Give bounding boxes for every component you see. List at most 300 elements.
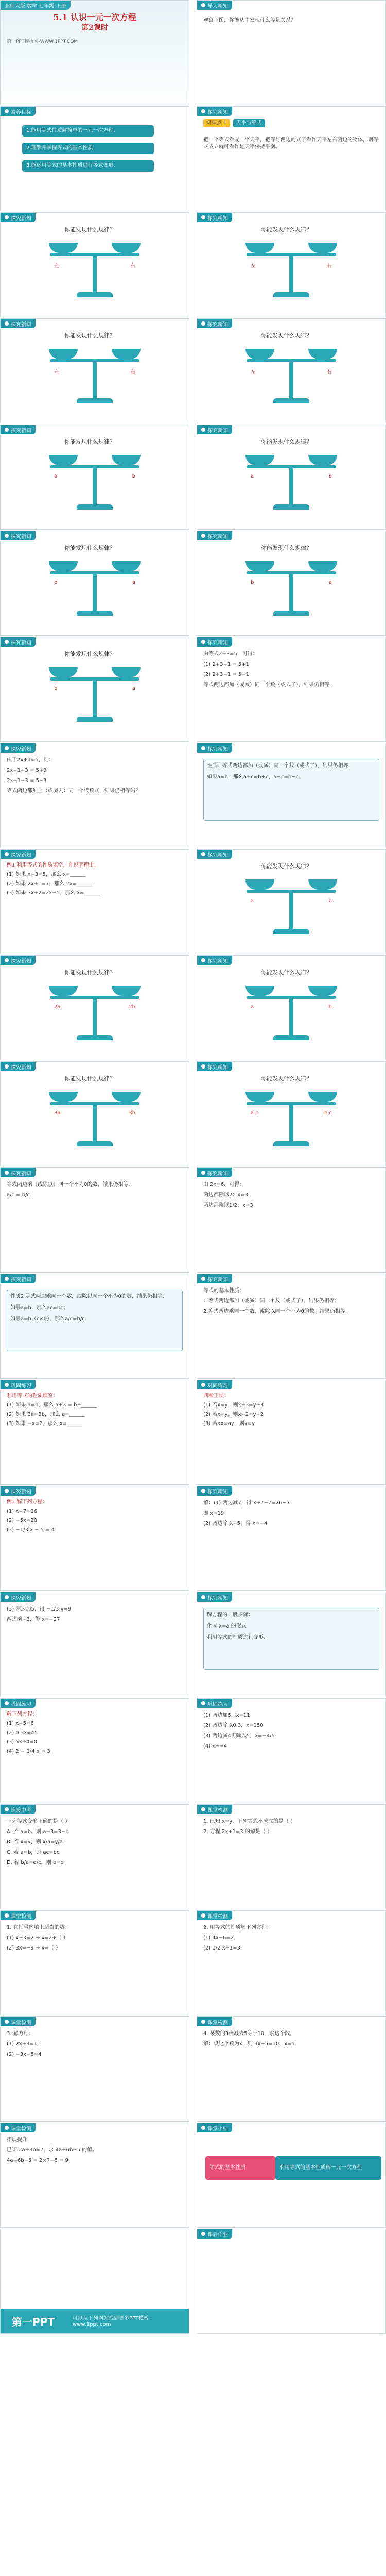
slide-text: 把一个等式看成一个天平，把等号两边的式子看作天平左右两边的物体，则等式成立就可看作是天平保持平衡。 — [203, 137, 378, 150]
slide-content — [203, 1605, 379, 1692]
slide-text: 观察下图，你能从中发现什么等量关系？ — [203, 18, 296, 23]
balance-scale — [46, 238, 144, 299]
question-text: 你能发现什么规律？ — [64, 545, 115, 551]
slide-header — [197, 107, 232, 116]
cover-meta: 第一PPT模板网-WWW.1PPT.COM — [7, 39, 78, 44]
slide-content — [203, 756, 379, 843]
slide-42 — [197, 2123, 386, 2228]
slide-header-title: 探究新知 — [207, 321, 228, 328]
slide-40 — [197, 2016, 386, 2122]
balance-base — [77, 717, 113, 722]
question-text: 你能发现什么规律？ — [261, 863, 312, 870]
text-line: 即 x=19 — [203, 1511, 224, 1516]
slide-header-title: 课堂检测 — [11, 1913, 31, 1920]
slide-header-title: 巩固练习 — [207, 1383, 228, 1389]
list-item: (2) −5x=20 — [7, 1518, 38, 1523]
question-text: 你能发现什么规律？ — [261, 1075, 312, 1082]
right-label: a — [328, 580, 332, 585]
right-pan — [308, 349, 337, 359]
slide-header — [1, 1062, 36, 1071]
header-dot-icon — [201, 3, 205, 7]
slide-12 — [197, 531, 386, 636]
question-text: 你能发现什么规律？ — [261, 969, 312, 976]
text-line: (1) x−3=2 → x=2+（ ） — [7, 1935, 68, 1941]
slide-content — [203, 2136, 379, 2223]
footer-link-text: 可以从下列网站找到更多PPT模板：www.1ppt.com — [73, 2316, 154, 2327]
left-label: a — [251, 473, 254, 479]
text-line: (1) 2+3+1 = 5+1 — [203, 662, 250, 667]
balance-base — [273, 1035, 309, 1040]
slide-header — [1, 213, 36, 222]
slide-header — [197, 1168, 232, 1177]
left-pan — [245, 986, 274, 996]
slide-39 — [0, 2016, 189, 2122]
objective-item: 2.理解并掌握等式的基本性质. — [22, 143, 154, 154]
header-dot-icon — [5, 640, 9, 644]
left-label: 左 — [54, 263, 59, 269]
slide-header — [1, 1274, 36, 1283]
balance-pillar — [93, 254, 97, 292]
slide-header — [197, 213, 232, 222]
text-line: 等式两边乘（或除以）同一个不为0的数，结果仍相等. — [7, 1182, 130, 1188]
text-line: 两边都乘以1/2：x=3 — [203, 1202, 253, 1208]
summary-right: 利用等式的基本性质解一元一次方程 — [275, 2156, 381, 2180]
slide-36 — [197, 1804, 386, 1909]
slide-header — [1, 1911, 36, 1920]
header-dot-icon — [201, 1064, 205, 1069]
text-line: 4a+6b−5 = 2×7−5 = 9 — [7, 2158, 68, 2163]
slide-4 — [197, 106, 386, 211]
slide-header-title: 课堂检测 — [11, 2126, 31, 2132]
slide-content — [203, 1180, 379, 1268]
question-text: 你能发现什么规律？ — [64, 438, 115, 445]
list-item: (1) 如果 a=b，那么 a+3 = b+______ — [7, 1402, 97, 1408]
text-line: 解：(1) 两边减7，得 x+7−7=26−7 — [203, 1500, 290, 1506]
text-line: A. 若 a=b，则 a−3=3−b — [7, 1829, 69, 1835]
slide-header-title: 探究新知 — [207, 746, 228, 752]
question-text: 你能发现什么规律？ — [261, 332, 312, 339]
balance-pillar — [289, 466, 293, 504]
definition-line: 如果a=b，那么ac=bc； — [10, 1305, 68, 1311]
slide-header — [197, 2017, 232, 2026]
right-label: a — [132, 686, 135, 691]
left-pan — [49, 455, 78, 465]
balance-scale — [242, 238, 340, 299]
left-pan — [245, 349, 274, 359]
slide-header-title: 探究新知 — [11, 852, 31, 858]
right-label: b — [132, 473, 135, 479]
definition-box — [203, 1608, 379, 1670]
list-item: (3) 如果 3x+2=2x−5，那么 x=______ — [7, 890, 100, 896]
header-dot-icon — [201, 852, 205, 856]
header-dot-icon — [5, 1913, 9, 1918]
slide-header — [1, 107, 36, 116]
slide-header — [1, 743, 36, 753]
balance-base — [273, 504, 309, 510]
header-dot-icon — [5, 428, 9, 432]
slide-25 — [0, 1274, 189, 1379]
balance-base — [77, 292, 113, 297]
slide-21 — [0, 1061, 189, 1166]
balance-scale — [46, 556, 144, 618]
question-text: 你能发现什么规律？ — [261, 545, 312, 551]
list-title: 解下列方程： — [7, 1711, 38, 1717]
header-dot-icon — [201, 1489, 205, 1493]
question-text: 你能发现什么规律？ — [64, 969, 115, 976]
right-label: 3b — [129, 1110, 135, 1116]
left-label: 左 — [251, 263, 256, 269]
balance-base — [77, 1035, 113, 1040]
slide-header-title: 探究新知 — [11, 1489, 31, 1495]
definition-line: 化成 x=a 的形式 — [207, 1623, 247, 1629]
slide-header-title: 探究新知 — [11, 215, 31, 222]
slide-35 — [0, 1804, 189, 1909]
slide-18 — [197, 849, 386, 954]
slide-header — [197, 1592, 232, 1602]
left-label: b — [54, 580, 58, 585]
slide-header — [1, 531, 36, 540]
text-line: 等式两边都加（或减）同一个数（或式子），结果仍相等. — [203, 682, 331, 688]
right-label: 右 — [130, 369, 135, 375]
balance-pillar — [289, 254, 293, 292]
slide-content — [203, 1499, 379, 1586]
slide-content — [7, 1605, 183, 1692]
balance-pillar — [93, 466, 97, 504]
slide-header-title: 课堂检测 — [207, 1807, 228, 1814]
slide-header-title: 探究新知 — [207, 852, 228, 858]
slide-header — [197, 850, 232, 859]
slide-header-title: 探究新知 — [207, 958, 228, 964]
slide-content — [7, 862, 183, 950]
slide-1 — [0, 0, 189, 105]
slide-41 — [0, 2123, 189, 2228]
left-pan — [49, 1092, 78, 1102]
text-line: (2) 3x=−9 → x=（ ） — [7, 1945, 61, 1951]
list-item: (3) 若ax=ay，则x=y — [203, 1421, 255, 1427]
slide-header — [1, 637, 36, 647]
left-label: b — [251, 580, 254, 585]
objective-item: 1.能用等式性质解简单的一元一次方程. — [22, 125, 154, 137]
list-item: (3) −1/3 x − 5 = 4 — [7, 1527, 55, 1533]
header-dot-icon — [5, 2126, 9, 2130]
slide-header — [197, 2123, 232, 2132]
slide-17 — [0, 849, 189, 954]
header-dot-icon — [5, 958, 9, 962]
header-dot-icon — [5, 1595, 9, 1599]
slide-header — [1, 1486, 36, 1496]
balance-base — [273, 292, 309, 297]
header-dot-icon — [5, 1383, 9, 1387]
slide-content — [203, 1817, 379, 1905]
slide-header — [197, 1486, 232, 1496]
slide-29 — [0, 1486, 189, 1591]
slide-content — [203, 1711, 379, 1799]
text-line: C. 若 a=b，则 ac=bc — [7, 1850, 60, 1855]
slide-header-title: 连接中考 — [11, 1807, 31, 1814]
text-line: 2x+1+3 = 5+3 — [7, 768, 47, 773]
left-pan — [49, 986, 78, 996]
text-line: 下列等式变形正确的是（ ） — [7, 1819, 71, 1824]
header-dot-icon — [201, 215, 205, 219]
cover-title: 5.1 认识一元一次方程 — [53, 12, 136, 22]
slide-header — [1, 2123, 36, 2132]
slide-content — [203, 2242, 379, 2329]
slide-header — [1, 1168, 36, 1177]
list-title: 例1 利用等式的性质填空，并说明理由。 — [7, 862, 99, 868]
slide-header-title: 探究新知 — [11, 428, 31, 434]
slide-content — [7, 1499, 183, 1586]
text-line: 2.等式两边乘同一个数，或除以同一个不为0的数，结果仍相等. — [203, 1309, 347, 1314]
header-dot-icon — [5, 1064, 9, 1069]
header-dot-icon — [201, 640, 205, 644]
list-item: (1) 若x=y，则x+3=y+3 — [203, 1402, 264, 1408]
slide-30 — [197, 1486, 386, 1591]
objective-item: 3.能运用等式的基本性质进行等式变形. — [22, 160, 154, 172]
cover-subtitle: 第2课时 — [81, 24, 108, 32]
list-item: (1) x−5=6 — [7, 1721, 34, 1726]
list-title: 例2 解下列方程： — [7, 1499, 48, 1505]
slide-26 — [197, 1274, 386, 1379]
balance-scale — [242, 874, 340, 936]
header-dot-icon — [5, 1807, 9, 1811]
balance-scale — [46, 1087, 144, 1148]
question-text: 你能发现什么规律？ — [64, 651, 115, 657]
text-line: 2x+1−3 = 5−3 — [7, 778, 47, 784]
slide-header-title: 探究新知 — [207, 1489, 228, 1495]
slide-header — [1, 956, 36, 965]
right-pan — [112, 1092, 141, 1102]
text-line: (2) 1/2 x+1=3 — [203, 1945, 241, 1951]
slide-content — [7, 119, 183, 207]
header-dot-icon — [5, 1489, 9, 1493]
slide-content — [203, 1923, 379, 2011]
slide-28 — [197, 1380, 386, 1485]
slide-22 — [197, 1061, 386, 1166]
right-label: a — [132, 580, 135, 585]
slide-content — [7, 1817, 183, 1905]
list-item: (4) 2 − 1/4 x = 3 — [7, 1749, 50, 1754]
slide-10 — [197, 425, 386, 530]
header-dot-icon — [5, 746, 9, 750]
header-dot-icon — [5, 1701, 9, 1705]
right-label: 2b — [129, 1004, 135, 1010]
balance-base — [273, 1141, 309, 1146]
right-pan — [308, 455, 337, 465]
slide-header-title: 探究新知 — [11, 958, 31, 964]
slide-content — [7, 1711, 183, 1799]
slide-header-title: 探究新知 — [11, 1277, 31, 1283]
left-label: b — [54, 686, 58, 691]
left-label: a — [251, 898, 254, 904]
slide-37 — [0, 1910, 189, 2015]
slide-header — [1, 2017, 36, 2026]
slide-header — [197, 1805, 232, 1814]
slide-header — [1, 850, 36, 859]
header-dot-icon — [201, 109, 205, 113]
slide-19 — [0, 955, 189, 1060]
balance-pillar — [289, 997, 293, 1035]
list-item: (2) 如果 3a=3b，那么 a=______ — [7, 1412, 85, 1417]
slide-content — [203, 1393, 379, 1480]
knowledge-title: 天平与等式 — [233, 119, 265, 127]
slide-header — [197, 531, 232, 540]
right-label: b c — [324, 1110, 332, 1116]
slide-header — [197, 1380, 232, 1389]
header-dot-icon — [5, 2020, 9, 2024]
right-pan — [308, 561, 337, 571]
question-text: 你能发现什么规律？ — [261, 438, 312, 445]
slide-content — [7, 1180, 183, 1268]
slide-content — [7, 2136, 183, 2223]
slide-13 — [0, 637, 189, 742]
left-label: 左 — [54, 369, 59, 375]
slide-header — [197, 637, 232, 647]
header-dot-icon — [201, 534, 205, 538]
top-tag: 北师大版·数学·七年级·上册 — [1, 1, 71, 10]
text-line: 两边都除以2：x=3 — [203, 1192, 249, 1198]
text-line: (2) −3x−5=4 — [7, 2052, 42, 2057]
definition-line: 解方程的一般步骤： — [207, 1612, 253, 1618]
slide-header-title: 探究新知 — [207, 215, 228, 222]
slide-header — [1, 1805, 36, 1814]
right-pan — [112, 561, 141, 571]
slide-header-title: 探究新知 — [207, 1064, 228, 1071]
slide-header-title: 素养目标 — [11, 109, 31, 115]
text-line: (1) 2x+3=11 — [7, 2041, 41, 2047]
text-line: 4. 某数的3倍减去5等于10，求这个数。 — [203, 2031, 295, 2037]
header-dot-icon — [5, 852, 9, 856]
text-line: 2. 方程 2x+1=3 的解是（ ） — [203, 1829, 273, 1835]
header-dot-icon — [5, 109, 9, 113]
slide-content — [203, 1286, 379, 1374]
list-item: (2) 如果 2x+1=7，那么 2x=______ — [7, 881, 93, 887]
slide-header-title: 探究新知 — [11, 746, 31, 752]
header-dot-icon — [201, 1807, 205, 1811]
header-dot-icon — [5, 321, 9, 326]
slide-header-title: 探究新知 — [207, 1595, 228, 1601]
text-line: (1) 两边加5，x=11 — [203, 1713, 250, 1718]
text-line: 1. 已知 x=y，下列等式不成立的是（ ） — [203, 1819, 296, 1824]
slide-content — [7, 1393, 183, 1480]
slide-9 — [0, 425, 189, 530]
text-line: (4) x=−4 — [203, 1743, 227, 1749]
slide-header-title: 探究新知 — [11, 1595, 31, 1601]
slide-content — [203, 2029, 379, 2117]
slide-header — [197, 1062, 232, 1071]
right-label: 右 — [327, 263, 332, 269]
balance-scale — [46, 450, 144, 512]
slide-content — [7, 2029, 183, 2117]
text-line: 2. 用等式的性质解下列方程： — [203, 1925, 272, 1930]
header-dot-icon — [201, 428, 205, 432]
right-label: 右 — [130, 263, 135, 269]
slide-content — [7, 756, 183, 843]
slide-header-title: 探究新知 — [11, 534, 31, 540]
definition-box — [7, 1290, 183, 1351]
knowledge-tag: 知识点 1 — [203, 119, 230, 127]
slide-16 — [197, 743, 386, 848]
definition-line: 性质1 等式两边都加（或减）同一个数（或式子），结果仍相等. — [207, 763, 350, 769]
slide-33 — [0, 1698, 189, 1803]
balance-base — [273, 611, 309, 616]
balance-scale — [46, 344, 144, 405]
balance-base — [77, 611, 113, 616]
text-line: 1. 在括号内填上适当的数： — [7, 1925, 70, 1930]
slide-header-title: 探究新知 — [11, 640, 31, 646]
slide-content — [7, 1923, 183, 2011]
balance-base — [77, 504, 113, 510]
summary-left: 等式的基本性质 — [205, 2156, 275, 2180]
slide-8 — [197, 318, 386, 423]
right-label: b — [328, 898, 332, 904]
slide-38 — [197, 1910, 386, 2015]
balance-pillar — [93, 360, 97, 398]
right-pan — [308, 986, 337, 996]
text-line: (3) 两边加5，得 −1/3 x=9 — [7, 1606, 72, 1612]
left-pan — [245, 879, 274, 890]
header-dot-icon — [5, 534, 9, 538]
slide-content — [7, 1286, 183, 1374]
slide-header-title: 探究新知 — [207, 428, 228, 434]
slide-header — [197, 319, 232, 328]
left-pan — [49, 243, 78, 253]
right-label: b — [328, 1004, 332, 1010]
balance-pillar — [289, 572, 293, 611]
balance-scale — [46, 662, 144, 724]
balance-base — [273, 398, 309, 403]
text-line: 解：设这个数为x，则 3x−5=10，x=5 — [203, 2041, 295, 2047]
slide-34 — [197, 1698, 386, 1803]
text-line: (2) 两边除以−5，得 x=−4 — [203, 1521, 268, 1527]
left-pan — [49, 667, 78, 677]
slide-header — [1, 425, 36, 434]
definition-box — [203, 759, 379, 821]
list-title: 判断正误： — [203, 1393, 229, 1399]
slide-header — [197, 1911, 232, 1920]
slide-header-title: 巩固练习 — [11, 1383, 31, 1389]
slide-24 — [197, 1167, 386, 1273]
slide-header-title: 探究新知 — [11, 1064, 31, 1071]
slide-14 — [197, 637, 386, 742]
slide-32 — [197, 1592, 386, 1697]
text-line: 由等式2+3=5，可得： — [203, 651, 258, 657]
text-line: (2) 2+3−1 = 5−1 — [203, 672, 250, 677]
definition-line: 利用等式的性质进行变形. — [207, 1635, 266, 1640]
list-item: (3) 5x+4=0 — [7, 1739, 38, 1745]
header-dot-icon — [201, 746, 205, 750]
slide-header-title: 课堂检测 — [11, 2020, 31, 2026]
header-dot-icon — [201, 958, 205, 962]
list-item: (2) 若x=y，则x−2=y−2 — [203, 1412, 264, 1417]
slide-header — [1, 1699, 36, 1708]
list-item: (2) 0.3x=45 — [7, 1730, 38, 1736]
left-pan — [49, 561, 78, 571]
balance-pillar — [93, 1103, 97, 1141]
balance-pillar — [289, 891, 293, 929]
left-label: a — [251, 1004, 254, 1010]
text-line: (2) 两边除以0.3，x=150 — [203, 1723, 264, 1728]
left-pan — [245, 243, 274, 253]
definition-line: 如果a=b（c≠0），那么a/c=b/c. — [10, 1316, 86, 1322]
definition-line: 性质2 等式两边乘同一个数，或除以同一个不为0的数，结果仍相等. — [10, 1294, 165, 1299]
balance-scale — [242, 980, 340, 1042]
slide-content — [203, 119, 379, 207]
list-item: (1) x+7=26 — [7, 1509, 38, 1514]
slide-header-title: 巩固练习 — [11, 1701, 31, 1707]
text-line: 1.等式两边都加（或减）同一个数（或式子），结果仍相等； — [203, 1298, 340, 1304]
slide-header-title: 探究新知 — [207, 109, 228, 115]
left-label: 左 — [251, 369, 256, 375]
